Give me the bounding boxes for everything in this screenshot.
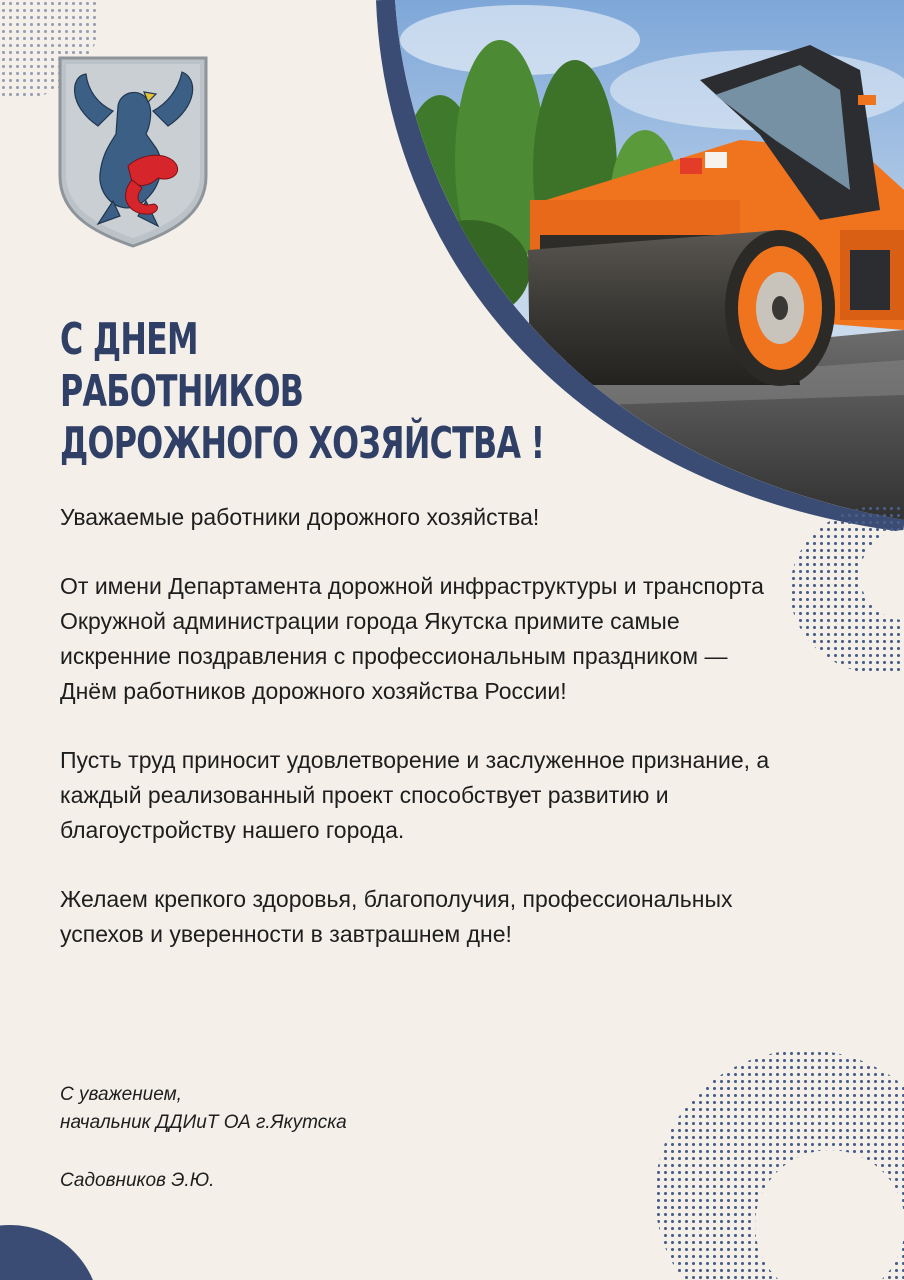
closing-text: С уважением, bbox=[60, 1084, 182, 1105]
signer-name: Садовников Э.Ю. bbox=[60, 1170, 215, 1191]
greeting-text: Уважаемые работники дорожного хозяйства! bbox=[60, 504, 540, 530]
letter-body bbox=[60, 500, 780, 986]
title-line: С ДНЕМ bbox=[60, 314, 198, 365]
title-line: РАБОТНИКОВ bbox=[60, 366, 304, 417]
paragraph: От имени Департамента дорожной инфраструктуры и транспорта Окружной администрации города Якутска примите самые искренние поздравления с профессиональным праздником — Днём работников дорожного хозяйства России! bbox=[60, 573, 764, 704]
paragraph: Пусть труд приносит удовлетворение и заслуженное признание, а каждый реализованный проект способствует развитию и благоустройству нашего города. bbox=[60, 747, 770, 843]
paragraph: Желаем крепкого здоровья, благополучия, профессиональных успехов и уверенности в завтрашнем дне! bbox=[60, 886, 733, 947]
title-line: ДОРОЖНОГО ХОЗЯЙСТВА ! bbox=[60, 418, 545, 469]
city-emblem bbox=[58, 56, 208, 248]
page-title bbox=[60, 314, 544, 470]
signature-block bbox=[60, 1081, 347, 1195]
position-text: начальник ДДИиТ ОА г.Якутска bbox=[60, 1112, 347, 1133]
